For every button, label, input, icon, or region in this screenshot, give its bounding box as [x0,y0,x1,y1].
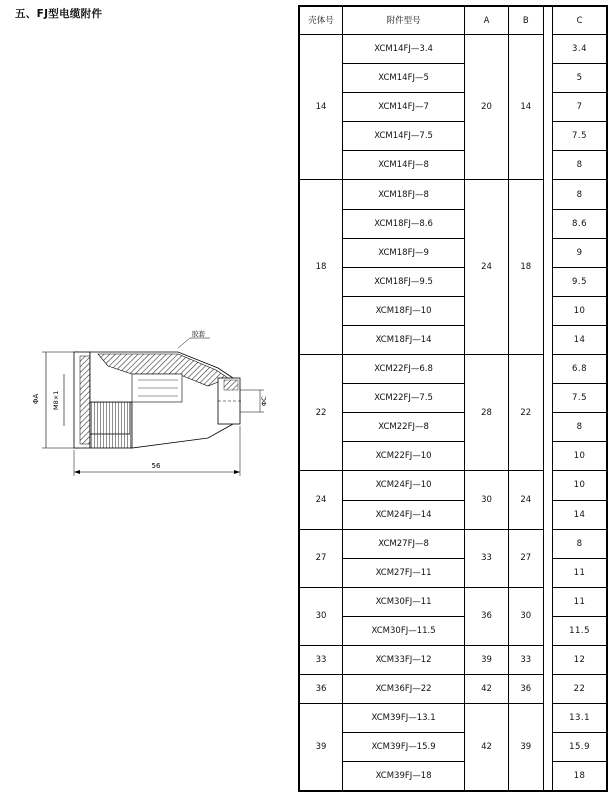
c-cell: 5 [553,64,607,93]
header-row [299,6,607,35]
shell-cell: 39 [299,704,343,792]
c-cell: 9.5 [553,267,607,296]
c-cell: 22 [553,675,607,704]
table-row [299,762,607,792]
model-cell: XCM14FJ—7 [343,93,465,122]
table-row [299,529,607,558]
c-cell: 8 [553,529,607,558]
a-cell: 42 [465,704,509,792]
c-cell: 15.9 [553,733,607,762]
model-cell: XCM18FJ—10 [343,296,465,325]
shell-cell: 14 [299,35,343,180]
table-row [299,325,607,354]
shell-cell: 33 [299,645,343,674]
table-row [299,675,607,704]
table-row [299,587,607,616]
model-cell: XCM14FJ—8 [343,151,465,180]
model-cell: XCM39FJ—13.1 [343,704,465,733]
a-cell: 33 [465,529,509,587]
b-cell: 14 [508,35,543,180]
table-row [299,442,607,471]
c-cell: 11 [553,587,607,616]
shell-cell: 36 [299,675,343,704]
shell-cell: 30 [299,587,343,645]
b-cell: 22 [508,355,543,471]
a-cell: 30 [465,471,509,529]
model-cell: XCM18FJ—9 [343,238,465,267]
table-row [299,471,607,500]
b-cell: 24 [508,471,543,529]
table-row [299,267,607,296]
table-row [299,296,607,325]
model-cell: XCM39FJ—15.9 [343,733,465,762]
table-row [299,35,607,64]
c-cell: 12 [553,645,607,674]
header-c: C [553,6,607,35]
model-cell: XCM33FJ—12 [343,645,465,674]
c-cell: 10 [553,296,607,325]
c-cell: 8 [553,180,607,209]
table-row [299,413,607,442]
model-cell: XCM39FJ—18 [343,762,465,792]
c-cell: 10 [553,442,607,471]
shell-cell: 18 [299,180,343,355]
model-cell: XCM24FJ—10 [343,471,465,500]
a-cell: 24 [465,180,509,355]
c-cell: 7 [553,93,607,122]
table-row [299,93,607,122]
shell-cell: 27 [299,529,343,587]
model-cell: XCM27FJ—8 [343,529,465,558]
c-cell: 11.5 [553,616,607,645]
table-row [299,238,607,267]
header-b: B [508,6,543,35]
a-cell: 20 [465,35,509,180]
c-cell: 7.5 [553,122,607,151]
a-cell: 39 [465,645,509,674]
length-label: 56 [151,462,161,470]
table-row [299,558,607,587]
model-cell: XCM22FJ—7.5 [343,384,465,413]
c-cell: 7.5 [553,384,607,413]
shell-cell: 22 [299,355,343,471]
a-cell: 36 [465,587,509,645]
model-cell: XCM22FJ—10 [343,442,465,471]
section-heading: 五、FJ型电缆附件 [15,8,103,20]
b-cell: 18 [508,180,543,355]
model-cell: XCM18FJ—8.6 [343,209,465,238]
model-cell: XCM14FJ—5 [343,64,465,93]
b-cell: 30 [508,587,543,645]
c-cell: 8 [553,413,607,442]
c-cell: 11 [553,558,607,587]
c-cell: 3.4 [553,35,607,64]
model-cell: XCM36FJ—22 [343,675,465,704]
table-row [299,733,607,762]
a-cell: 42 [465,675,509,704]
model-cell: XCM14FJ—7.5 [343,122,465,151]
table-row [299,209,607,238]
table-row [299,704,607,733]
table-body [299,35,607,792]
table-row [299,355,607,384]
c-cell: 14 [553,325,607,354]
table-row [299,151,607,180]
b-cell: 39 [508,704,543,792]
model-cell: XCM18FJ—8 [343,180,465,209]
phi-c-label: ΦC [260,396,268,406]
a-cell: 28 [465,355,509,471]
spec-table [298,5,608,792]
c-cell: 8.6 [553,209,607,238]
model-cell: XCM18FJ—9.5 [343,267,465,296]
c-cell: 14 [553,500,607,529]
sheath-label: 胶套 [192,330,205,338]
c-cell: 13.1 [553,704,607,733]
table-row [299,500,607,529]
shell-cell: 24 [299,471,343,529]
table-row [299,645,607,674]
table-row [299,122,607,151]
phi-a-label: ΦA [32,393,40,404]
model-cell: XCM18FJ—14 [343,325,465,354]
header-model: 附件型号 [343,6,465,35]
table-row [299,64,607,93]
c-cell: 9 [553,238,607,267]
thread-label: M8×1 [52,390,60,410]
model-cell: XCM27FJ—11 [343,558,465,587]
c-cell: 10 [553,471,607,500]
model-cell: XCM22FJ—6.8 [343,355,465,384]
table-row [299,180,607,209]
b-cell: 36 [508,675,543,704]
table-row [299,384,607,413]
model-cell: XCM30FJ—11.5 [343,616,465,645]
c-cell: 18 [553,762,607,792]
model-cell: XCM22FJ—8 [343,413,465,442]
c-cell: 6.8 [553,355,607,384]
model-cell: XCM14FJ—3.4 [343,35,465,64]
model-cell: XCM30FJ—11 [343,587,465,616]
b-cell: 27 [508,529,543,587]
b-cell: 33 [508,645,543,674]
header-a: A [465,6,509,35]
header-shell: 壳体号 [299,6,343,35]
model-cell: XCM24FJ—14 [343,500,465,529]
connector-drawing [28,328,288,478]
c-cell: 8 [553,151,607,180]
table-row [299,616,607,645]
